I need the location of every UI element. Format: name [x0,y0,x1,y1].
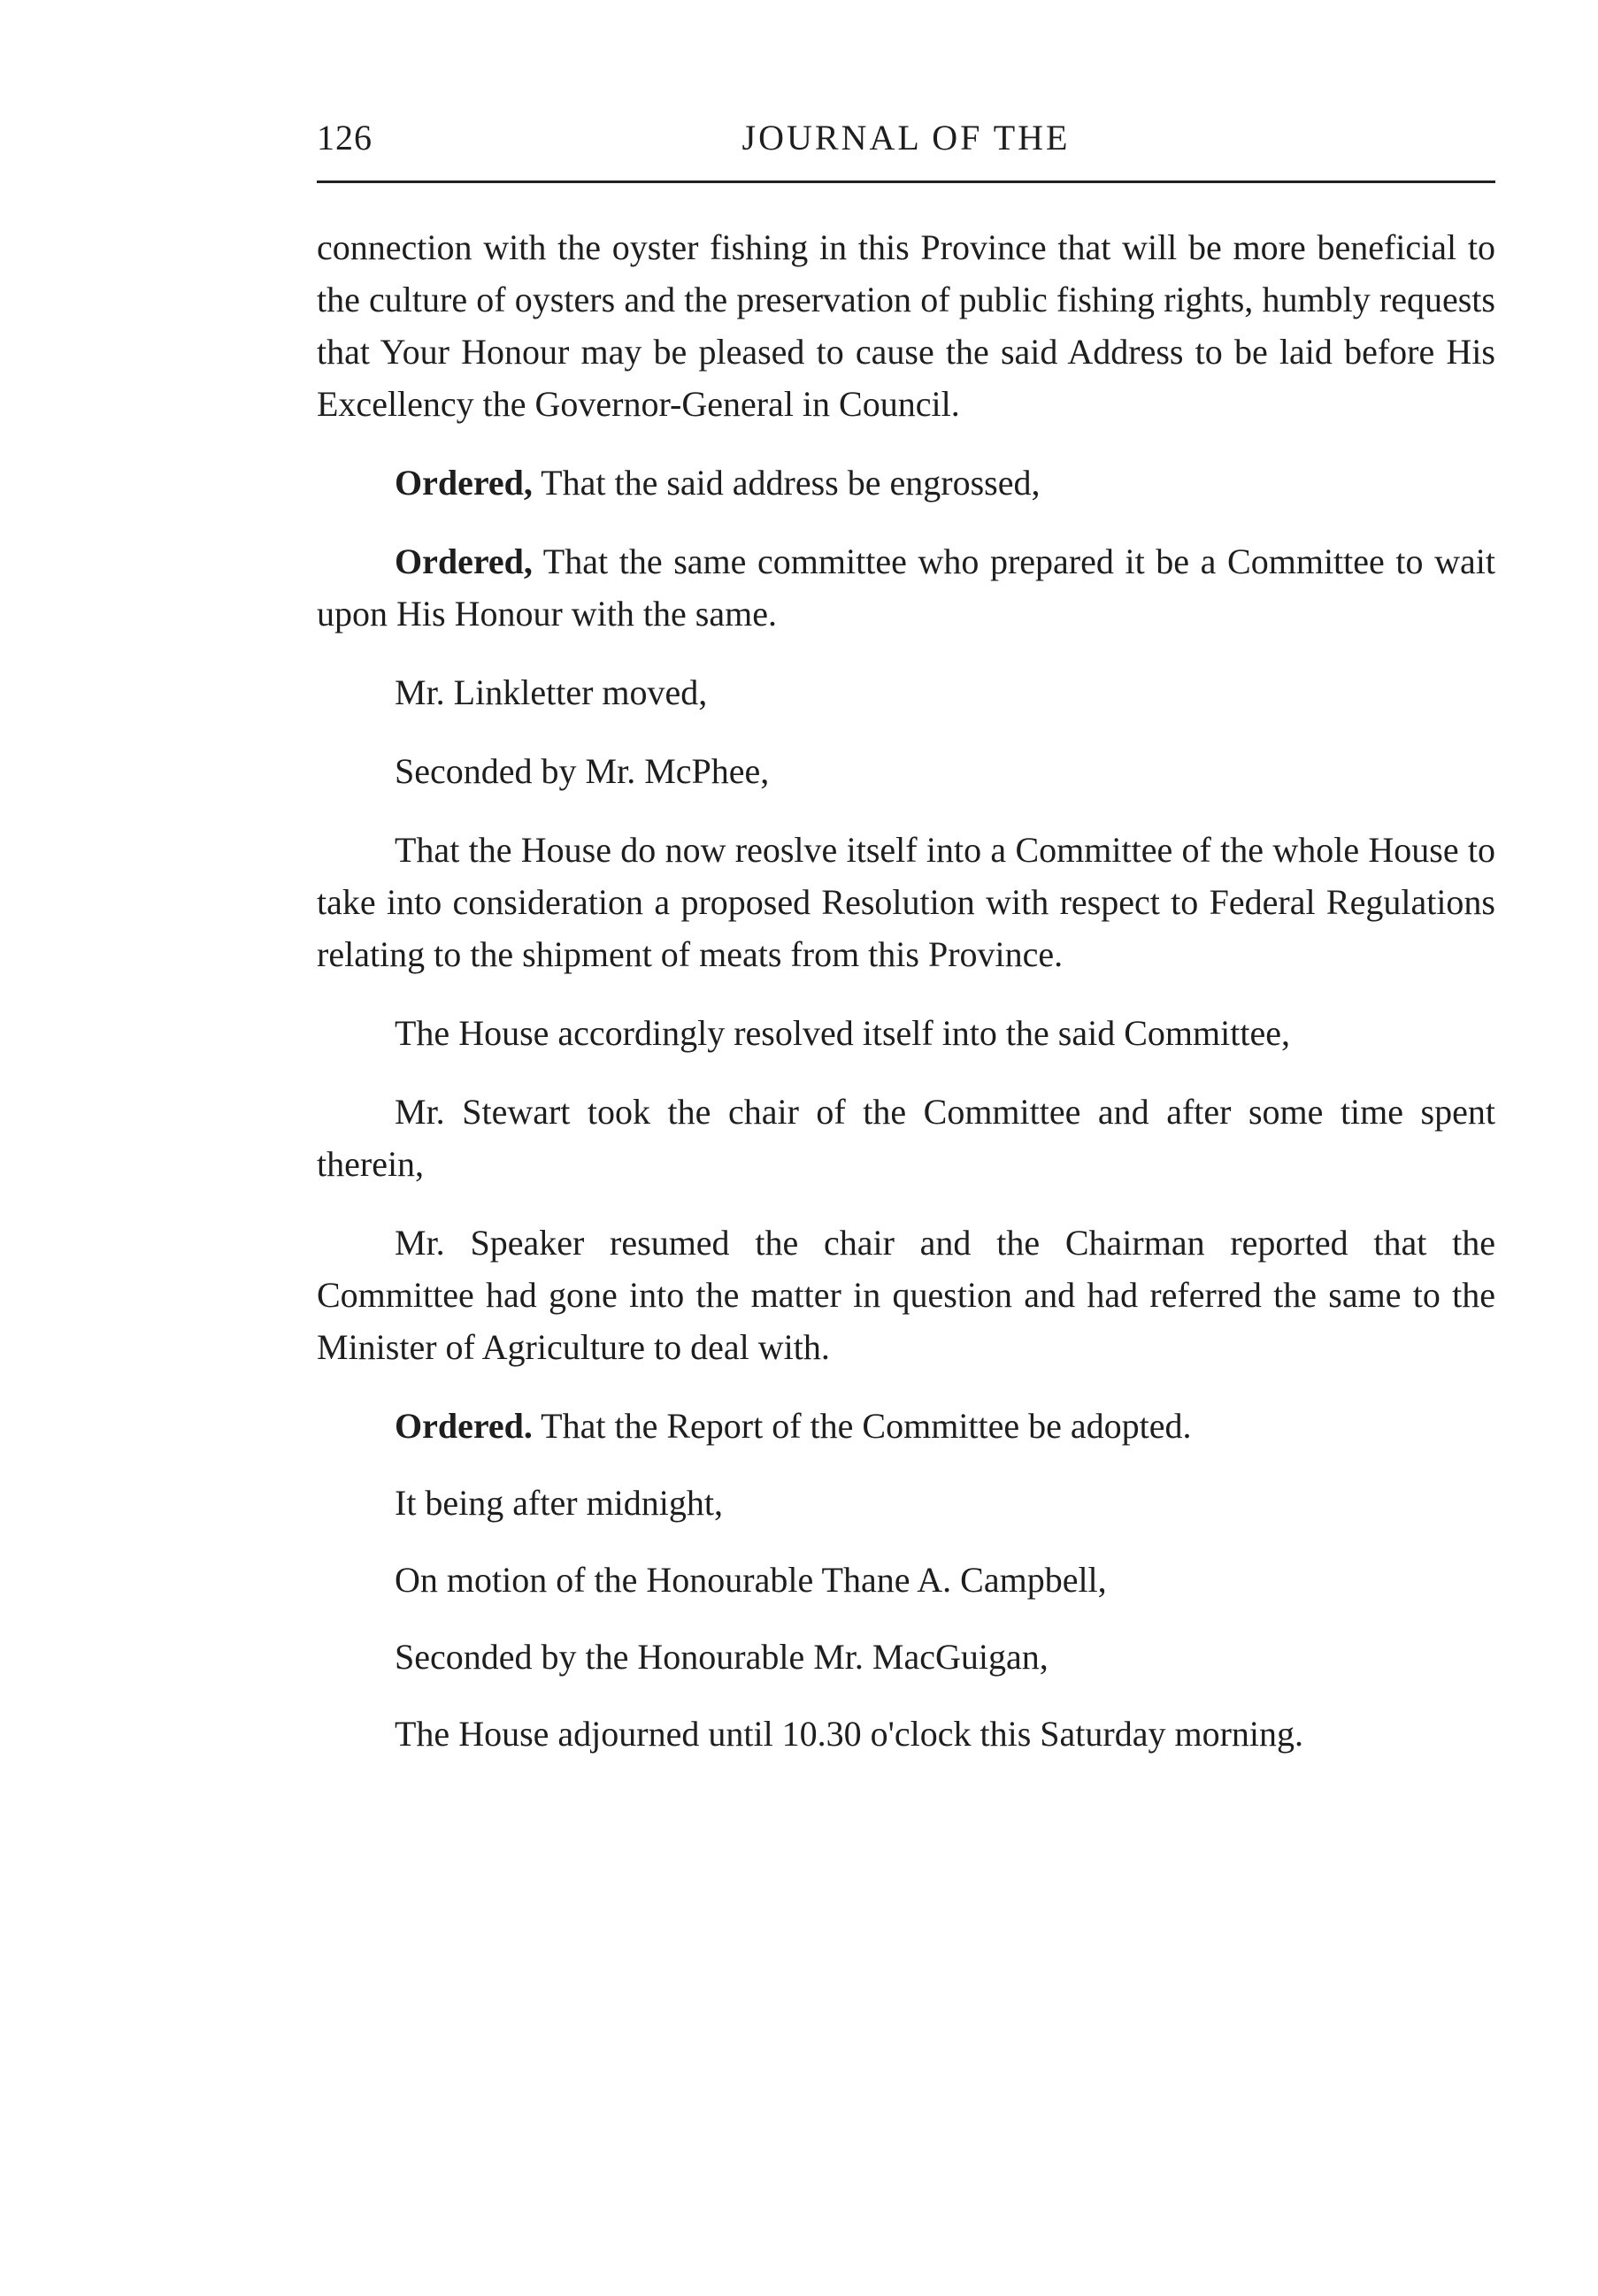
ordered-lead: Ordered, [395,463,533,503]
paragraph-motion-campbell: On motion of the Honourable Thane A. Campbell, [395,1560,1107,1600]
paragraph-stewart-chair: Mr. Stewart took the chair of the Committee and after some time spent therein, [317,1092,1495,1184]
ordered-lead: Ordered, [395,541,533,581]
paragraph-seconded-macguigan: Seconded by the Honourable Mr. MacGuigan, [395,1637,1049,1677]
paragraph-speaker-resumed: Mr. Speaker resumed the chair and the Chairman reported that the Committee had gone into the matter in question and had referred the same to the Minister of Agriculture to deal with. [317,1223,1495,1367]
paragraph-ordered-report: Ordered. That the Report of the Committee be adopted. [395,1406,1192,1446]
paragraph-house-resolved: The House accordingly resolved itself into the said Committee, [395,1013,1290,1053]
paragraph-motion-committee: That the House do now reoslve itself into a Committee of the whole House to take into consideration a proposed Resolution with respect to Federal Regulations relating to the shipment of meats from this Province. [317,830,1495,974]
page-number: 126 [317,118,373,157]
paragraph-ordered-engrossed: Ordered, That the said address be engrossed, [395,463,1041,503]
ordered-lead: Ordered. [395,1406,533,1446]
paragraph-house-adjourned: The House adjourned until 10.30 o'clock this Saturday morning. [395,1714,1304,1754]
header-rule [317,180,1495,183]
page-header [317,117,1495,170]
paragraph-continuation: connection with the oyster fishing in this Province that will be more beneficial to the culture of oysters and the preservation of public fishing rights, humbly requests that Your Honour may be pleased to cause the said Address to be laid before His Excellency the Governor-General in Council. [317,227,1495,424]
running-head: JOURNAL OF THE [741,118,1071,157]
paragraph-ordered-committee: Ordered, That the same committee who prepared it be a Committee to wait upon His Honour with the same. [317,541,1495,634]
body-text [317,221,1495,1786]
paragraph-linkletter-moved: Mr. Linkletter moved, [395,672,708,712]
paragraph-seconded-mcphee: Seconded by Mr. McPhee, [395,751,770,791]
paragraph-after-midnight: It being after midnight, [395,1483,724,1523]
